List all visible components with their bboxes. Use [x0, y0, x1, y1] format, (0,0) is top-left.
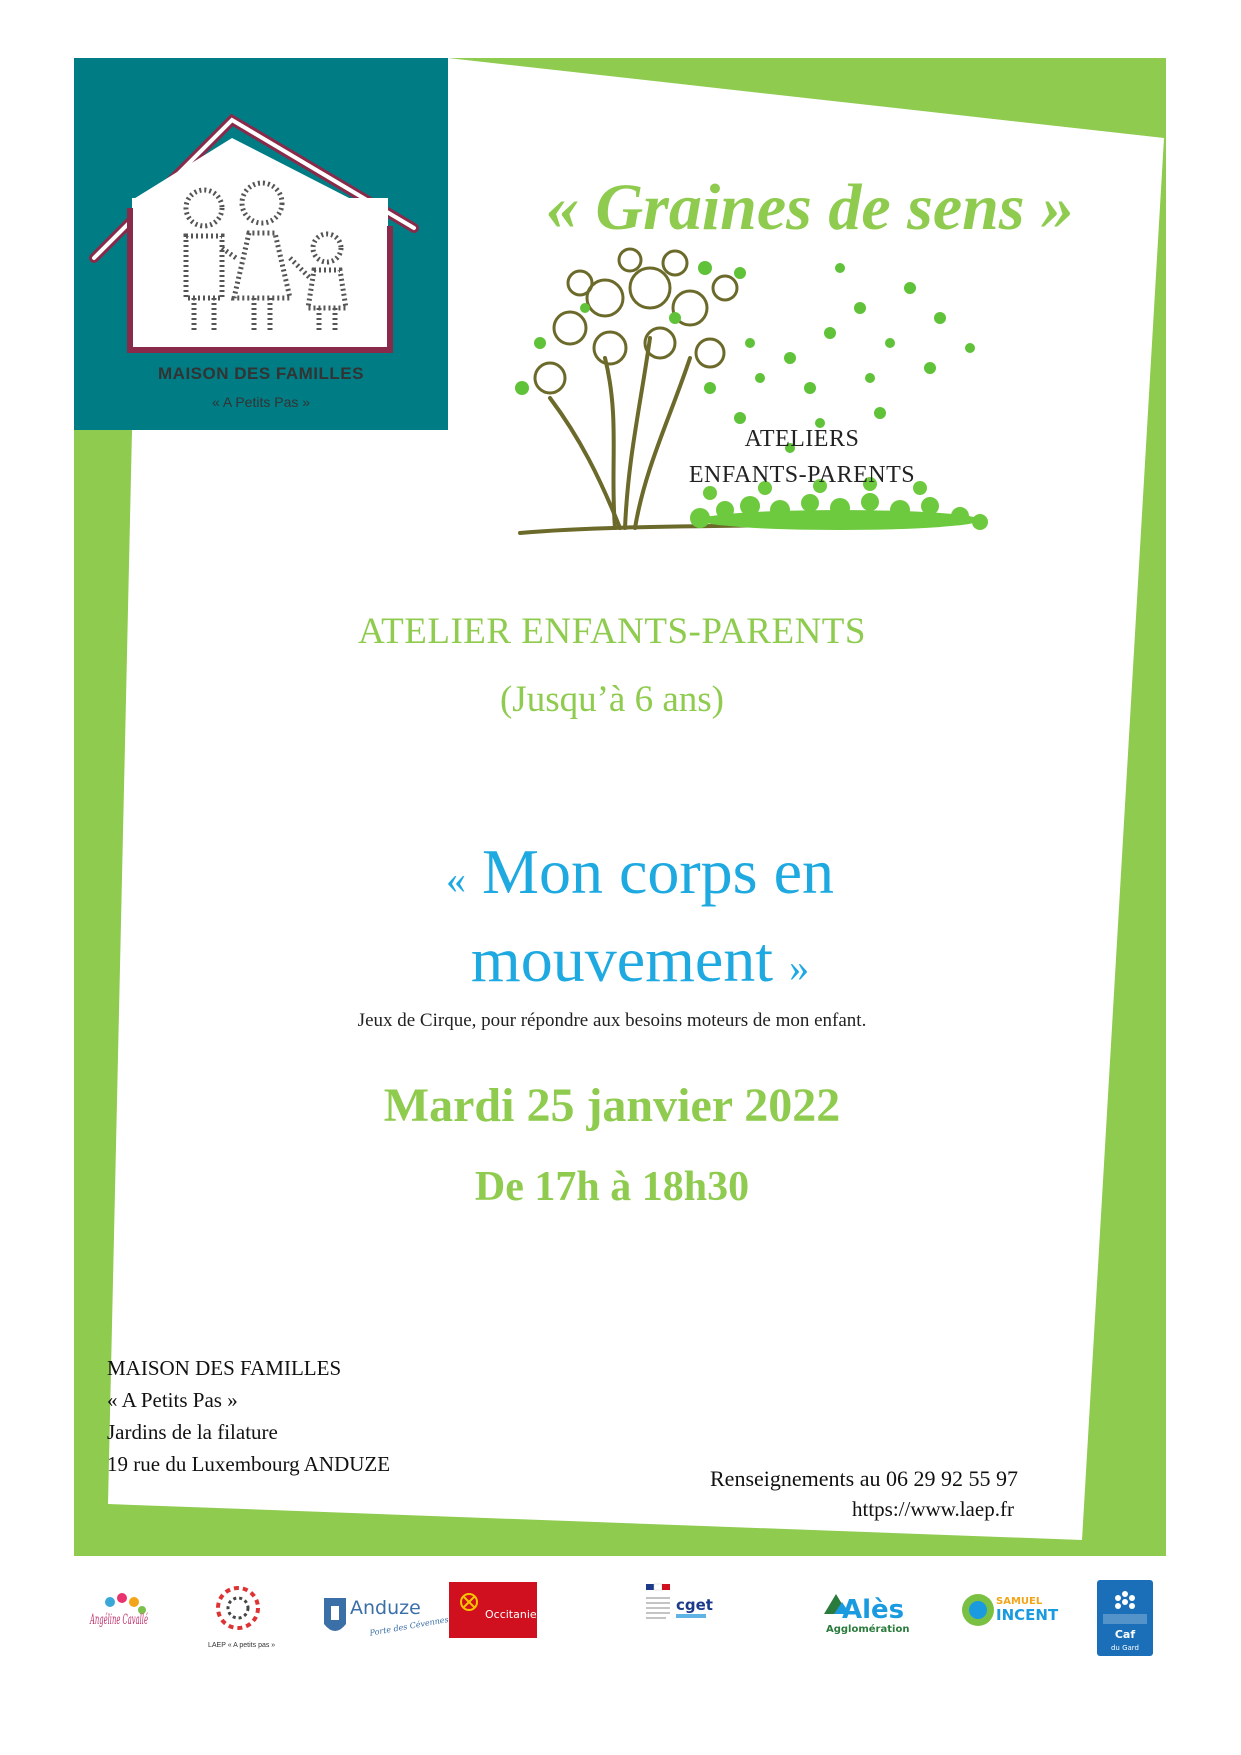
atelier-heading: ATELIER ENFANTS-PARENTS: [358, 611, 866, 652]
address-line: MAISON DES FAMILLES: [107, 1356, 342, 1380]
laep-logo: [208, 1580, 275, 1656]
occitanie-logo: [449, 1580, 537, 1656]
caf-subtext: du Gard: [1110, 1644, 1140, 1652]
quote-close: »: [789, 945, 810, 990]
event-title-line2: [140, 924, 1140, 995]
anduze-tagline: Porte des Cévennes: [368, 1614, 450, 1638]
page-title: « Graines de sens »: [545, 171, 1075, 244]
ales-agglomeration-logo: [820, 1580, 920, 1656]
occitanie-text: Occitanie: [485, 1608, 537, 1621]
maison-des-familles-logo: [74, 58, 448, 430]
tree-illustration: [510, 248, 1080, 558]
anduze-text: Anduze: [350, 1597, 421, 1619]
samuel-text: SAMUEL: [996, 1596, 1043, 1607]
logo-name: MAISON DES FAMILLES: [158, 364, 364, 383]
logo-subtitle: « A Petits Pas »: [211, 394, 311, 410]
angeline-text: Angéline Cavallé: [89, 1612, 148, 1628]
samuel-vincent-logo: [958, 1580, 1058, 1656]
caf-logo: [1095, 1580, 1155, 1656]
vincent-text: INCENT: [996, 1606, 1059, 1624]
event-date: Mardi 25 janvier 2022: [383, 1079, 841, 1132]
age-range: (Jusqu’à 6 ans): [499, 679, 724, 720]
laep-caption: LAEP « A petits pas »: [208, 1642, 276, 1649]
address-line: Jardins de la filature: [107, 1420, 278, 1444]
cget-text: cget: [676, 1596, 713, 1614]
event-time: De 17h à 18h30: [474, 1164, 750, 1210]
contact-phone: Renseignements au 06 29 92 55 97: [710, 1466, 1018, 1491]
quote-open: «: [446, 857, 467, 902]
caf-text: Caf: [1114, 1628, 1136, 1641]
ales-text: Alès: [842, 1595, 905, 1625]
ales-subtext: Agglomération: [826, 1624, 910, 1635]
address-line: « A Petits Pas »: [107, 1388, 238, 1412]
tree-label-line1: ATELIERS: [744, 426, 860, 452]
address-line: 19 rue du Luxembourg ANDUZE: [107, 1452, 391, 1476]
event-title-text1: Mon corps en: [482, 836, 834, 907]
angeline-cavalle-logo: [82, 1580, 152, 1656]
website-link[interactable]: https://www.laep.fr: [852, 1497, 1014, 1521]
event-title-text2: mouvement: [470, 924, 774, 995]
event-title-line1: [140, 836, 1140, 907]
tree-label-line2: ENFANTS-PARENTS: [688, 462, 916, 488]
anduze-logo: [318, 1580, 450, 1656]
cget-logo: [644, 1580, 712, 1656]
event-description: Jeux de Cirque, pour répondre aux besoins moteurs de mon enfant.: [357, 1010, 867, 1031]
